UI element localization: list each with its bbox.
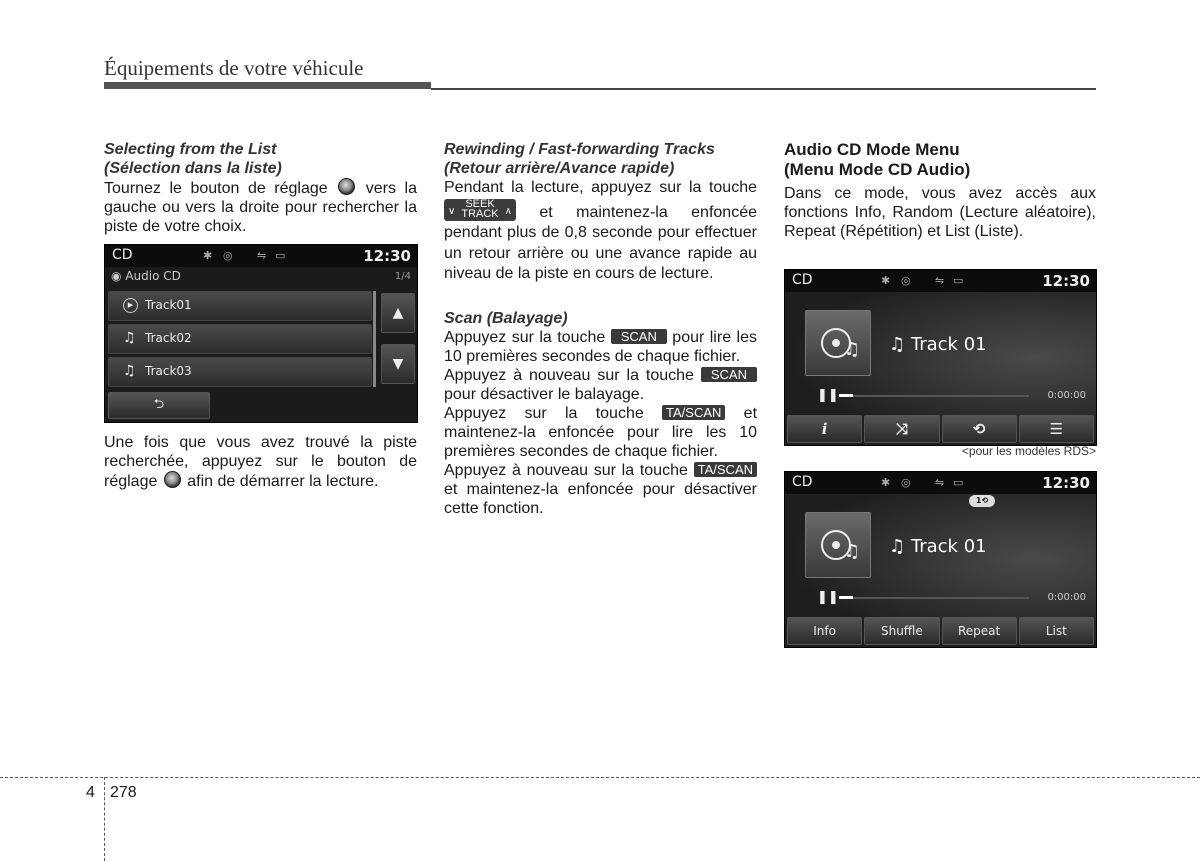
heading-rewind-fr: (Retour arrière/Avance rapide) [444, 160, 675, 177]
music-note-icon: ♫ [889, 536, 906, 557]
play-time: 0:00:00 [1047, 592, 1086, 603]
chevron-up-icon: ∧ [504, 205, 512, 217]
paragraph-select-intro [104, 178, 417, 236]
paragraph-scan-2 [444, 366, 757, 404]
paragraph-rewind [444, 178, 757, 285]
status-time: 12:30 [363, 247, 411, 265]
status-source: CD [792, 474, 813, 490]
status-source: CD [112, 247, 133, 263]
text-segment: afin de démarrer la lecture. [187, 473, 379, 490]
text-segment: Appuyez sur la touche [444, 328, 606, 346]
text-segment: Tournez le bouton de réglage [104, 180, 328, 197]
now-playing-title [889, 334, 987, 355]
tune-knob-icon [164, 471, 181, 488]
heading-cd-menu-fr: (Menu Mode CD Audio) [784, 160, 971, 179]
track-row[interactable] [108, 357, 372, 387]
paragraph-scan-1 [444, 328, 757, 366]
back-button[interactable] [108, 392, 210, 419]
progress-fill [839, 596, 853, 599]
disc-status-icon: ◎ [901, 476, 911, 489]
list-icon: ☰ [1049, 420, 1064, 438]
ta-scan-key: TA/SCAN [694, 462, 757, 477]
status-bar [785, 472, 1096, 494]
disc-status-icon: ◎ [901, 274, 911, 287]
battery-icon: ▭ [953, 274, 964, 287]
shuffle-button[interactable]: Shuffle [864, 617, 939, 645]
heading-scan: Scan (Balayage) [444, 309, 568, 327]
battery-icon: ▭ [275, 249, 286, 262]
arrow-up-icon: ▲ [392, 305, 404, 321]
info-button[interactable] [787, 415, 862, 443]
music-note-icon: ♫ [844, 339, 861, 360]
track-name: Track03 [145, 364, 192, 378]
music-note-icon: ♫ [844, 541, 861, 562]
footer-divider [0, 777, 1200, 778]
chapter-number: 4 [86, 784, 95, 801]
now-playing-title [889, 536, 987, 557]
heading-rewind-en: Rewinding / Fast-forwarding Tracks [444, 141, 715, 158]
screen-cd-play-rds [784, 269, 1097, 446]
seek-track-key [444, 199, 516, 221]
arrow-down-icon: ▼ [392, 356, 404, 372]
track-row[interactable] [108, 324, 372, 354]
text-segment: et maintenez-la enfoncée pour lire les 10 premières secondes de chaque fichier. [444, 404, 758, 460]
footer-vertical-divider [104, 777, 105, 861]
now-playing-track: Track 01 [910, 536, 987, 557]
text-segment: et maintenez-la enfoncée pour désactiver cette fonction. [444, 480, 757, 517]
softkey-bar [787, 617, 1094, 645]
progress-bar[interactable] [839, 395, 1029, 397]
shuffle-button[interactable] [864, 415, 939, 443]
pause-icon[interactable]: ❚❚ [817, 590, 839, 605]
paragraph-cd-menu: Dans ce mode, vous avez accès aux fonctions Info, Random (Lecture aléatoire), Repeat (Répétition) et List (Liste). [784, 185, 1096, 240]
pause-icon[interactable]: ❚❚ [817, 388, 839, 403]
progress-bar[interactable] [839, 597, 1029, 599]
progress-fill [839, 394, 853, 397]
back-arrow-icon: ⮌ [153, 397, 165, 412]
column-right [784, 140, 1096, 241]
list-subtitle [111, 269, 181, 283]
softkey-bar [787, 415, 1094, 443]
now-playing-track: Track 01 [910, 334, 987, 355]
scan-key: SCAN [701, 367, 757, 382]
repeat-button[interactable]: Repeat [942, 617, 1017, 645]
battery-icon: ▭ [953, 476, 964, 489]
info-button[interactable]: Info [787, 617, 862, 645]
music-note-icon: ♫ [123, 363, 136, 379]
usb-icon: ⇋ [935, 476, 945, 489]
track-name: Track02 [145, 331, 192, 345]
scrollbar[interactable] [373, 291, 376, 387]
text-segment: vers la gauche ou vers la droite pour rechercher la piste de votre choix. [104, 180, 417, 235]
track-key-label: TRACK [461, 207, 499, 220]
scroll-down-button[interactable] [381, 344, 415, 384]
list-button[interactable]: List [1019, 617, 1094, 645]
play-time: 0:00:00 [1047, 390, 1086, 401]
heading-cd-menu-en: Audio CD Mode Menu [784, 140, 960, 159]
album-art [805, 512, 871, 578]
status-bar [105, 245, 417, 267]
bluetooth-icon: ✱ [881, 274, 891, 287]
disc-status-icon: ◎ [223, 249, 233, 262]
text-segment: pour lire les 10 premières secondes de chaque fichier. [444, 328, 757, 365]
ta-scan-key: TA/SCAN [662, 405, 725, 420]
header-rule-thin [431, 88, 1096, 90]
text-segment: Appuyez à nouveau sur la touche [444, 461, 688, 479]
scan-key: SCAN [611, 329, 667, 344]
tune-knob-icon [338, 178, 355, 195]
list-subtitle-label: Audio CD [125, 269, 181, 283]
paragraph-tascan-2 [444, 461, 757, 518]
column-middle [444, 140, 757, 518]
page-header-title: Équipements de votre véhicule [104, 56, 364, 80]
text-segment: et maintenez-la enfoncée pendant plus de 0,8 seconde pour effectuer un retour arrière ou une avance rapide au niveau de la piste en cours de lecture. [444, 203, 757, 282]
screen-cd-play [784, 471, 1097, 648]
list-count: 1/4 [394, 271, 411, 282]
status-time: 12:30 [1042, 272, 1090, 290]
text-segment: Appuyez sur la touche [444, 404, 644, 422]
text-segment: Pendant la lecture, appuyez sur la touche [444, 179, 757, 196]
page-number: 278 [110, 784, 137, 801]
heading-selecting-en: Selecting from the List [104, 141, 277, 158]
list-button[interactable] [1019, 415, 1094, 443]
paragraph-select-play [104, 433, 417, 491]
heading-selecting-fr: (Sélection dans la liste) [104, 160, 282, 177]
text-segment: Une fois que vous avez trouvé la piste recherchée, appuyez sur le bouton de réglage [104, 434, 417, 490]
track-name: Track01 [145, 298, 192, 312]
repeat-icon: ⟲ [972, 420, 986, 438]
track-row[interactable] [108, 291, 372, 321]
music-note-icon: ♫ [123, 330, 136, 346]
status-time: 12:30 [1042, 474, 1090, 492]
caption-rds-models: <pour les modèles RDS> [961, 444, 1096, 458]
repeat-button[interactable] [942, 415, 1017, 443]
music-note-icon: ♫ [889, 334, 906, 355]
bluetooth-icon: ✱ [203, 249, 213, 262]
repeat-one-badge-icon: 1⟲ [969, 495, 995, 507]
shuffle-icon: ⤨ [895, 420, 908, 438]
bluetooth-icon: ✱ [881, 476, 891, 489]
scroll-up-button[interactable] [381, 293, 415, 333]
chevron-down-icon: ∨ [448, 205, 456, 217]
text-segment: Appuyez à nouveau sur la touche [444, 366, 694, 384]
status-source: CD [792, 272, 813, 288]
status-bar [785, 270, 1096, 292]
text-segment: pour désactiver le balayage. [444, 385, 645, 403]
header-rule-thick [104, 82, 431, 89]
paragraph-tascan-1 [444, 404, 757, 461]
repeat-badge-number: 1 [975, 496, 982, 505]
seek-key-label: SEEK [465, 197, 495, 210]
info-icon: i [821, 420, 828, 438]
usb-icon: ⇋ [257, 249, 267, 262]
screen-track-list [104, 244, 418, 423]
usb-icon: ⇋ [935, 274, 945, 287]
playing-icon: ▶ [123, 298, 138, 313]
cd-icon: ◉ [111, 269, 122, 283]
album-art [805, 310, 871, 376]
